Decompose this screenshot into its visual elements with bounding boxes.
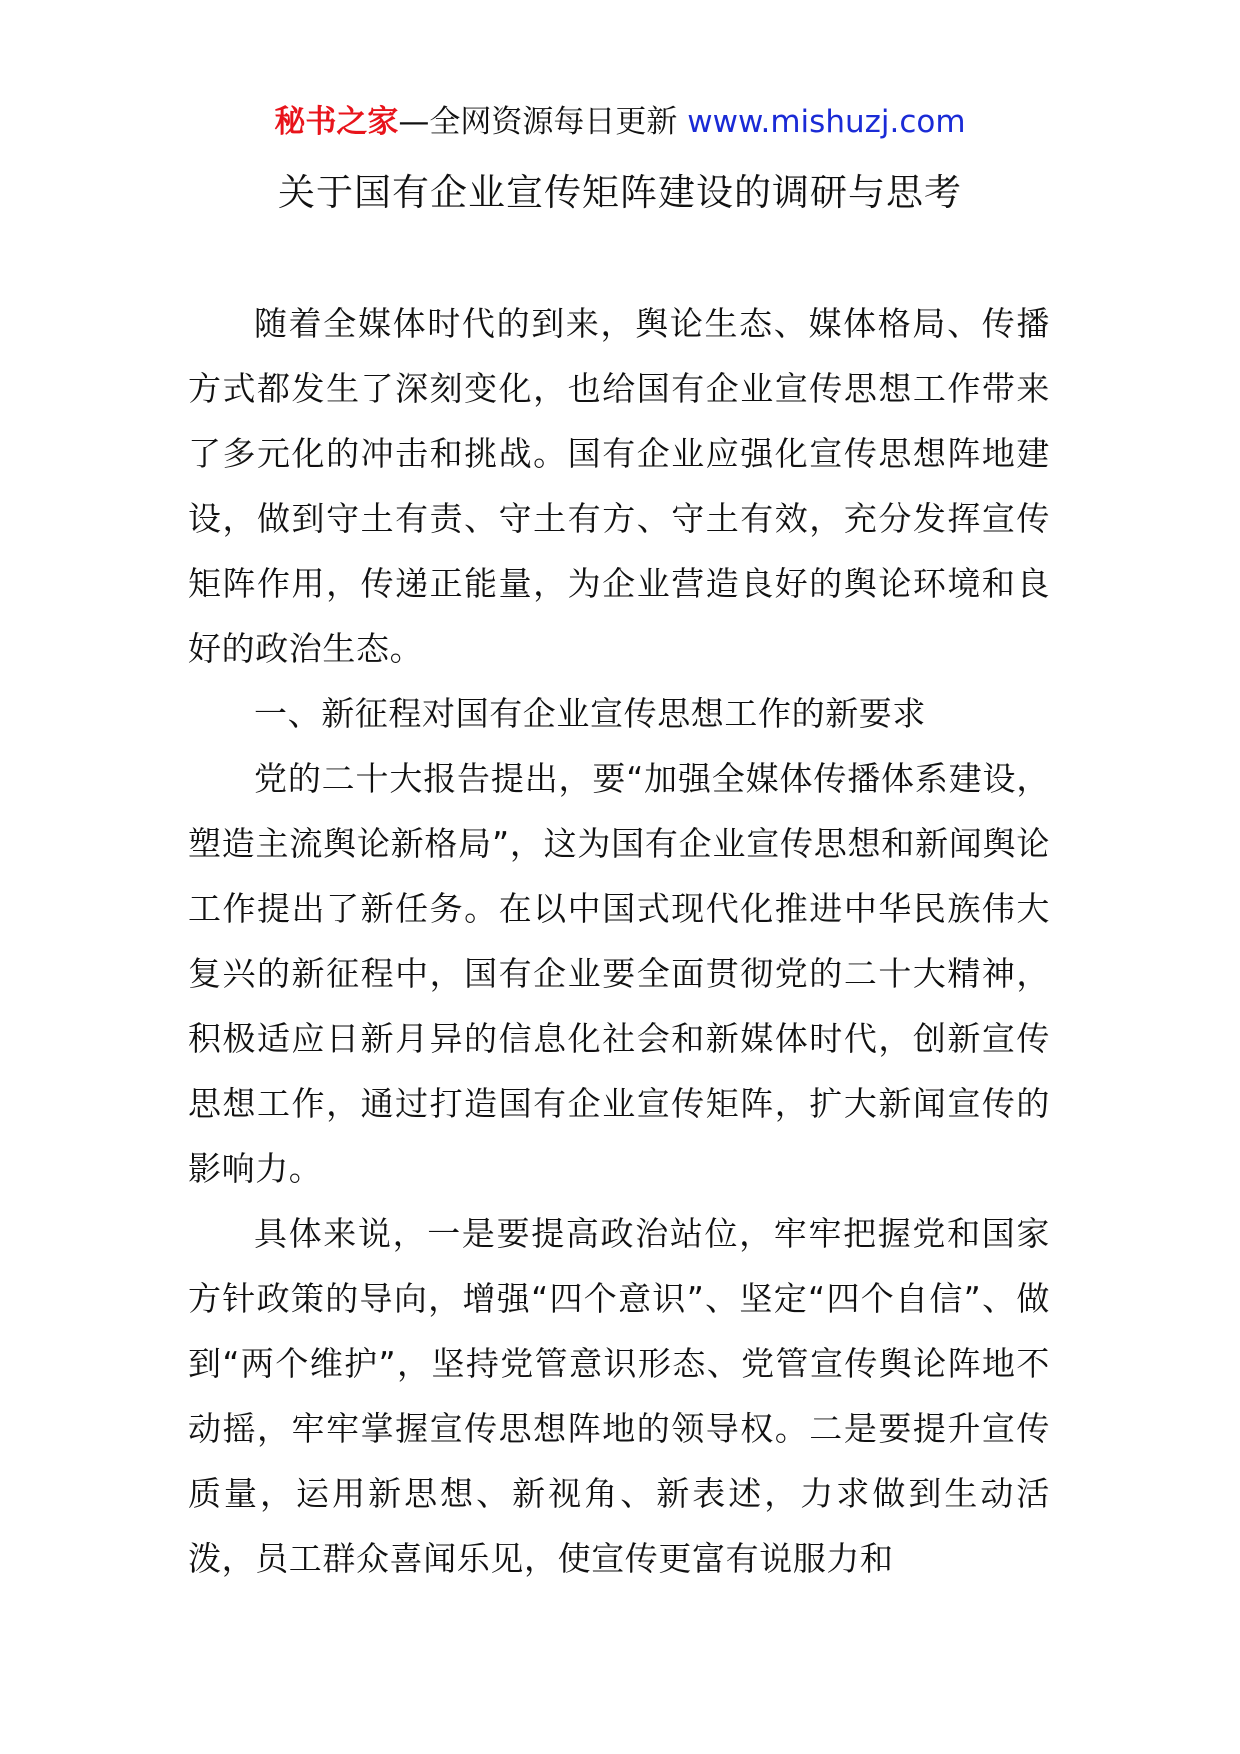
document-body <box>188 291 1050 1591</box>
site-url-link[interactable]: www.mishuzj.com <box>687 104 966 140</box>
brand-name: 秘书之家 <box>274 104 399 140</box>
header-tagline: —全网资源每日更新 <box>398 104 678 140</box>
paragraph-specifics: 具体来说，一是要提高政治站位，牢牢把握党和国家方针政策的导向，增强“四个意识”、坚定“四个自信”、做到“两个维护”，坚持党管意识形态、党管宣传舆论阵地不动摇，牢牢掌握宣传思想阵地的领导权。二是要提升宣传质量，运用新思想、新视角、新表述，力求做到生动活泼，员工群众喜闻乐见，使宣传更富有说服力和 <box>188 1214 1050 1578</box>
paragraph-intro: 随着全媒体时代的到来，舆论生态、媒体格局、传播方式都发生了深刻变化，也给国有企业宣传思想工作带来了多元化的冲击和挑战。国有企业应强化宣传思想阵地建设，做到守土有责、守土有方、守土有效，充分发挥宣传矩阵作用，传递正能量，为企业营造良好的舆论环境和良好的政治生态。 <box>188 304 1050 668</box>
document-title: 关于国有企业宣传矩阵建设的调研与思考 <box>278 171 962 214</box>
paragraph-report: 党的二十大报告提出，要“加强全媒体传播体系建设，塑造主流舆论新格局”，这为国有企业宣传思想和新闻舆论工作提出了新任务。在以中国式现代化推进中华民族伟大复兴的新征程中，国有企业要全面贯彻党的二十大精神，积极适应日新月异的信息化社会和新媒体时代，创新宣传思想工作，通过打造国有企业宣传矩阵，扩大新闻宣传的影响力。 <box>188 759 1050 1188</box>
section-heading-1: 一、新征程对国有企业宣传思想工作的新要求 <box>254 694 926 733</box>
site-header <box>0 100 1240 144</box>
